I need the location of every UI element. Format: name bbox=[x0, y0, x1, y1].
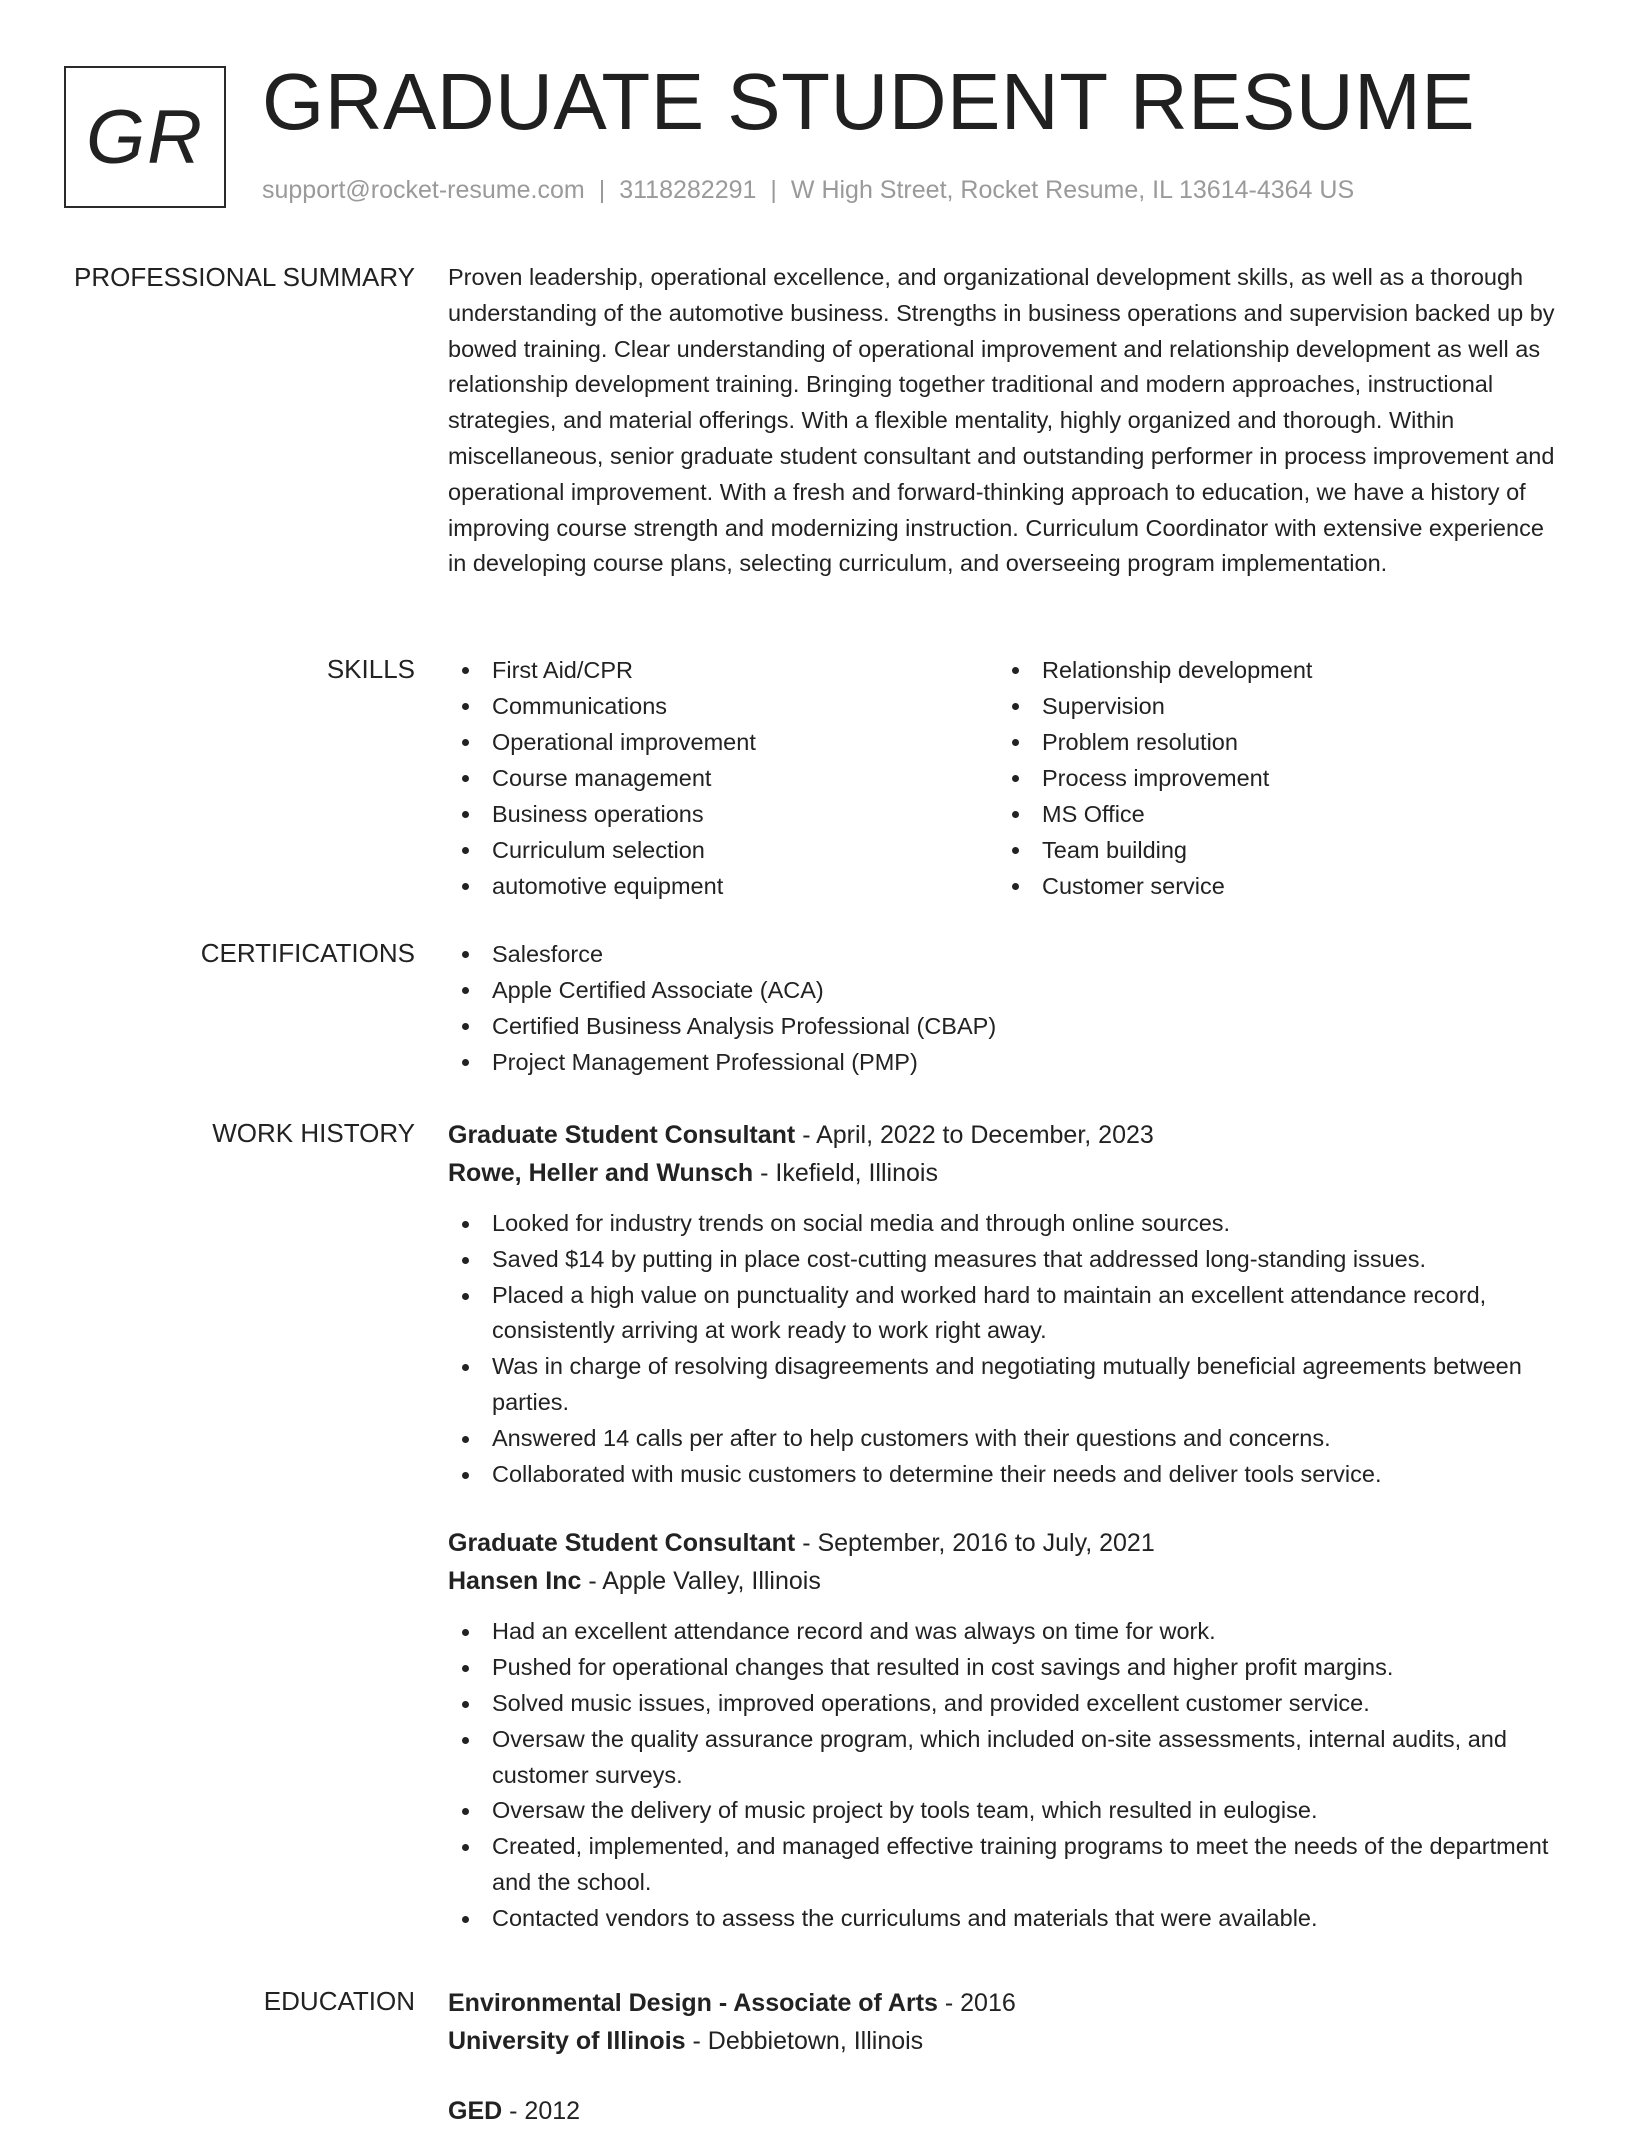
job-title: Graduate Student Consultant bbox=[448, 1121, 796, 1149]
education-year: - 2012 bbox=[509, 2097, 581, 2125]
skill-item: Curriculum selection bbox=[448, 832, 998, 868]
skill-item: First Aid/CPR bbox=[448, 652, 998, 688]
job-company: Rowe, Heller and Wunsch bbox=[448, 1159, 754, 1187]
job-location: - Apple Valley, Illinois bbox=[588, 1567, 821, 1596]
job-title-line bbox=[448, 1116, 1568, 1154]
section-label-summary: PROFESSIONAL SUMMARY bbox=[74, 262, 415, 292]
skill-item: Process improvement bbox=[998, 760, 1548, 796]
job-bullet: Saved $14 by putting in place cost-cutting measures that addressed long-standing issues. bbox=[448, 1242, 1568, 1278]
job-company-line bbox=[448, 1562, 1568, 1600]
job-bullet: Placed a high value on punctuality and worked hard to maintain an excellent attendance record, consistently arriving at work ready to work right away. bbox=[448, 1278, 1568, 1350]
summary-text: Proven leadership, operational excellence, and organizational development skills, as well as a thorough understanding of the automotive business. Strengths in business operations and supervision backed up by bowed training. Clear understanding of operational improvement and relationship development as well as relationship development training. Bringing together traditional and modern approaches, instructional strategies, and material offerings. With a flexible mentality, highly organized and thorough. Within miscellaneous, senior graduate student consultant and outstanding performer in process improvement and operational improvement. With a fresh and forward-thinking approach to education, we have a history of improving course strength and modernizing instruction. Curriculum Coordinator with extensive experience in developing course plans, selecting curriculum, and overseeing program implementation. bbox=[448, 264, 1555, 577]
contact-line bbox=[262, 176, 1354, 205]
skill-item: Relationship development bbox=[998, 652, 1548, 688]
job-title-line bbox=[448, 1524, 1568, 1562]
job-bullet: Was in charge of resolving disagreements and negotiating mutually beneficial agreements between parties. bbox=[448, 1349, 1568, 1421]
summary-body bbox=[448, 260, 1568, 582]
job-bullet: Collaborated with music customers to determine their needs and deliver tools service. bbox=[448, 1457, 1568, 1493]
contact-separator: | bbox=[770, 176, 777, 204]
job-dates: - September, 2016 to July, 2021 bbox=[802, 1529, 1155, 1558]
skill-item: MS Office bbox=[998, 796, 1548, 832]
job-dates: - April, 2022 to December, 2023 bbox=[802, 1121, 1154, 1149]
education-year: - 2016 bbox=[944, 1989, 1016, 2017]
job-title: Graduate Student Consultant bbox=[448, 1529, 796, 1558]
job-bullet-list bbox=[448, 1206, 1568, 1492]
skill-item: Course management bbox=[448, 760, 998, 796]
education-location: - Debbietown, Illinois bbox=[692, 2027, 924, 2055]
certifications-list bbox=[448, 936, 1568, 1080]
certification-item: Salesforce bbox=[448, 936, 1568, 972]
skill-item: Customer service bbox=[998, 868, 1548, 904]
skills-grid bbox=[448, 652, 1568, 904]
resume-title: GRADUATE STUDENT RESUME bbox=[262, 57, 1476, 146]
job-bullet: Contacted vendors to assess the curriculums and materials that were available. bbox=[448, 1901, 1568, 1937]
contact-phone: 3118282291 bbox=[619, 176, 757, 204]
contact-separator: | bbox=[598, 176, 606, 204]
job-bullet: Oversaw the quality assurance program, which included on-site assessments, internal audits, and customer surveys. bbox=[448, 1722, 1568, 1794]
job-company: Hansen Inc bbox=[448, 1567, 582, 1596]
skill-item: Business operations bbox=[448, 796, 998, 832]
job-company-line bbox=[448, 1154, 1568, 1192]
section-label-education: EDUCATION bbox=[263, 1986, 415, 2016]
certification-item: Certified Business Analysis Professional (CBAP) bbox=[448, 1008, 1568, 1044]
skill-item: Problem resolution bbox=[998, 724, 1548, 760]
job-entry bbox=[448, 1116, 1568, 1492]
section-label-skills: SKILLS bbox=[326, 654, 415, 684]
job-bullet: Pushed for operational changes that resulted in cost savings and higher profit margins. bbox=[448, 1650, 1568, 1686]
education-degree: GED bbox=[448, 2097, 503, 2125]
monogram-logo bbox=[64, 66, 226, 208]
job-bullet: Answered 14 calls per after to help customers with their questions and concerns. bbox=[448, 1421, 1568, 1457]
certifications-body bbox=[448, 936, 1568, 1080]
skills-column-right bbox=[998, 652, 1548, 904]
skill-item: Communications bbox=[448, 688, 998, 724]
monogram-initials: GR bbox=[86, 94, 204, 180]
certification-item: Project Management Professional (PMP) bbox=[448, 1044, 1568, 1080]
job-bullet-list bbox=[448, 1614, 1568, 1936]
contact-email: support@rocket-resume.com bbox=[262, 176, 585, 204]
section-label-work: WORK HISTORY bbox=[212, 1118, 415, 1148]
job-bullet: Created, implemented, and managed effective training programs to meet the needs of the department and the school. bbox=[448, 1829, 1568, 1901]
skill-item: automotive equipment bbox=[448, 868, 998, 904]
skill-item: Supervision bbox=[998, 688, 1548, 724]
job-bullet: Had an excellent attendance record and was always on time for work. bbox=[448, 1614, 1568, 1650]
work-body bbox=[448, 1116, 1568, 1937]
job-bullet: Solved music issues, improved operations, and provided excellent customer service. bbox=[448, 1686, 1568, 1722]
education-body bbox=[448, 1984, 1568, 2130]
education-degree: Environmental Design - Associate of Arts bbox=[448, 1989, 938, 2017]
education-school: University of Illinois bbox=[448, 2027, 686, 2055]
education-degree-line bbox=[448, 2092, 1568, 2130]
skills-body bbox=[448, 652, 1568, 904]
contact-address: W High Street, Rocket Resume, IL 13614-4364 US bbox=[790, 176, 1355, 204]
certification-item: Apple Certified Associate (ACA) bbox=[448, 972, 1568, 1008]
job-bullet: Oversaw the delivery of music project by tools team, which resulted in eulogise. bbox=[448, 1793, 1568, 1829]
skills-column-left bbox=[448, 652, 998, 904]
section-label-certifications: CERTIFICATIONS bbox=[200, 938, 415, 968]
skill-item: Team building bbox=[998, 832, 1548, 868]
job-entry bbox=[448, 1524, 1568, 1936]
education-degree-line bbox=[448, 1984, 1568, 2022]
skill-item: Operational improvement bbox=[448, 724, 998, 760]
education-school-line bbox=[448, 2022, 1568, 2060]
job-bullet: Looked for industry trends on social media and through online sources. bbox=[448, 1206, 1568, 1242]
job-location: - Ikefield, Illinois bbox=[760, 1159, 938, 1187]
